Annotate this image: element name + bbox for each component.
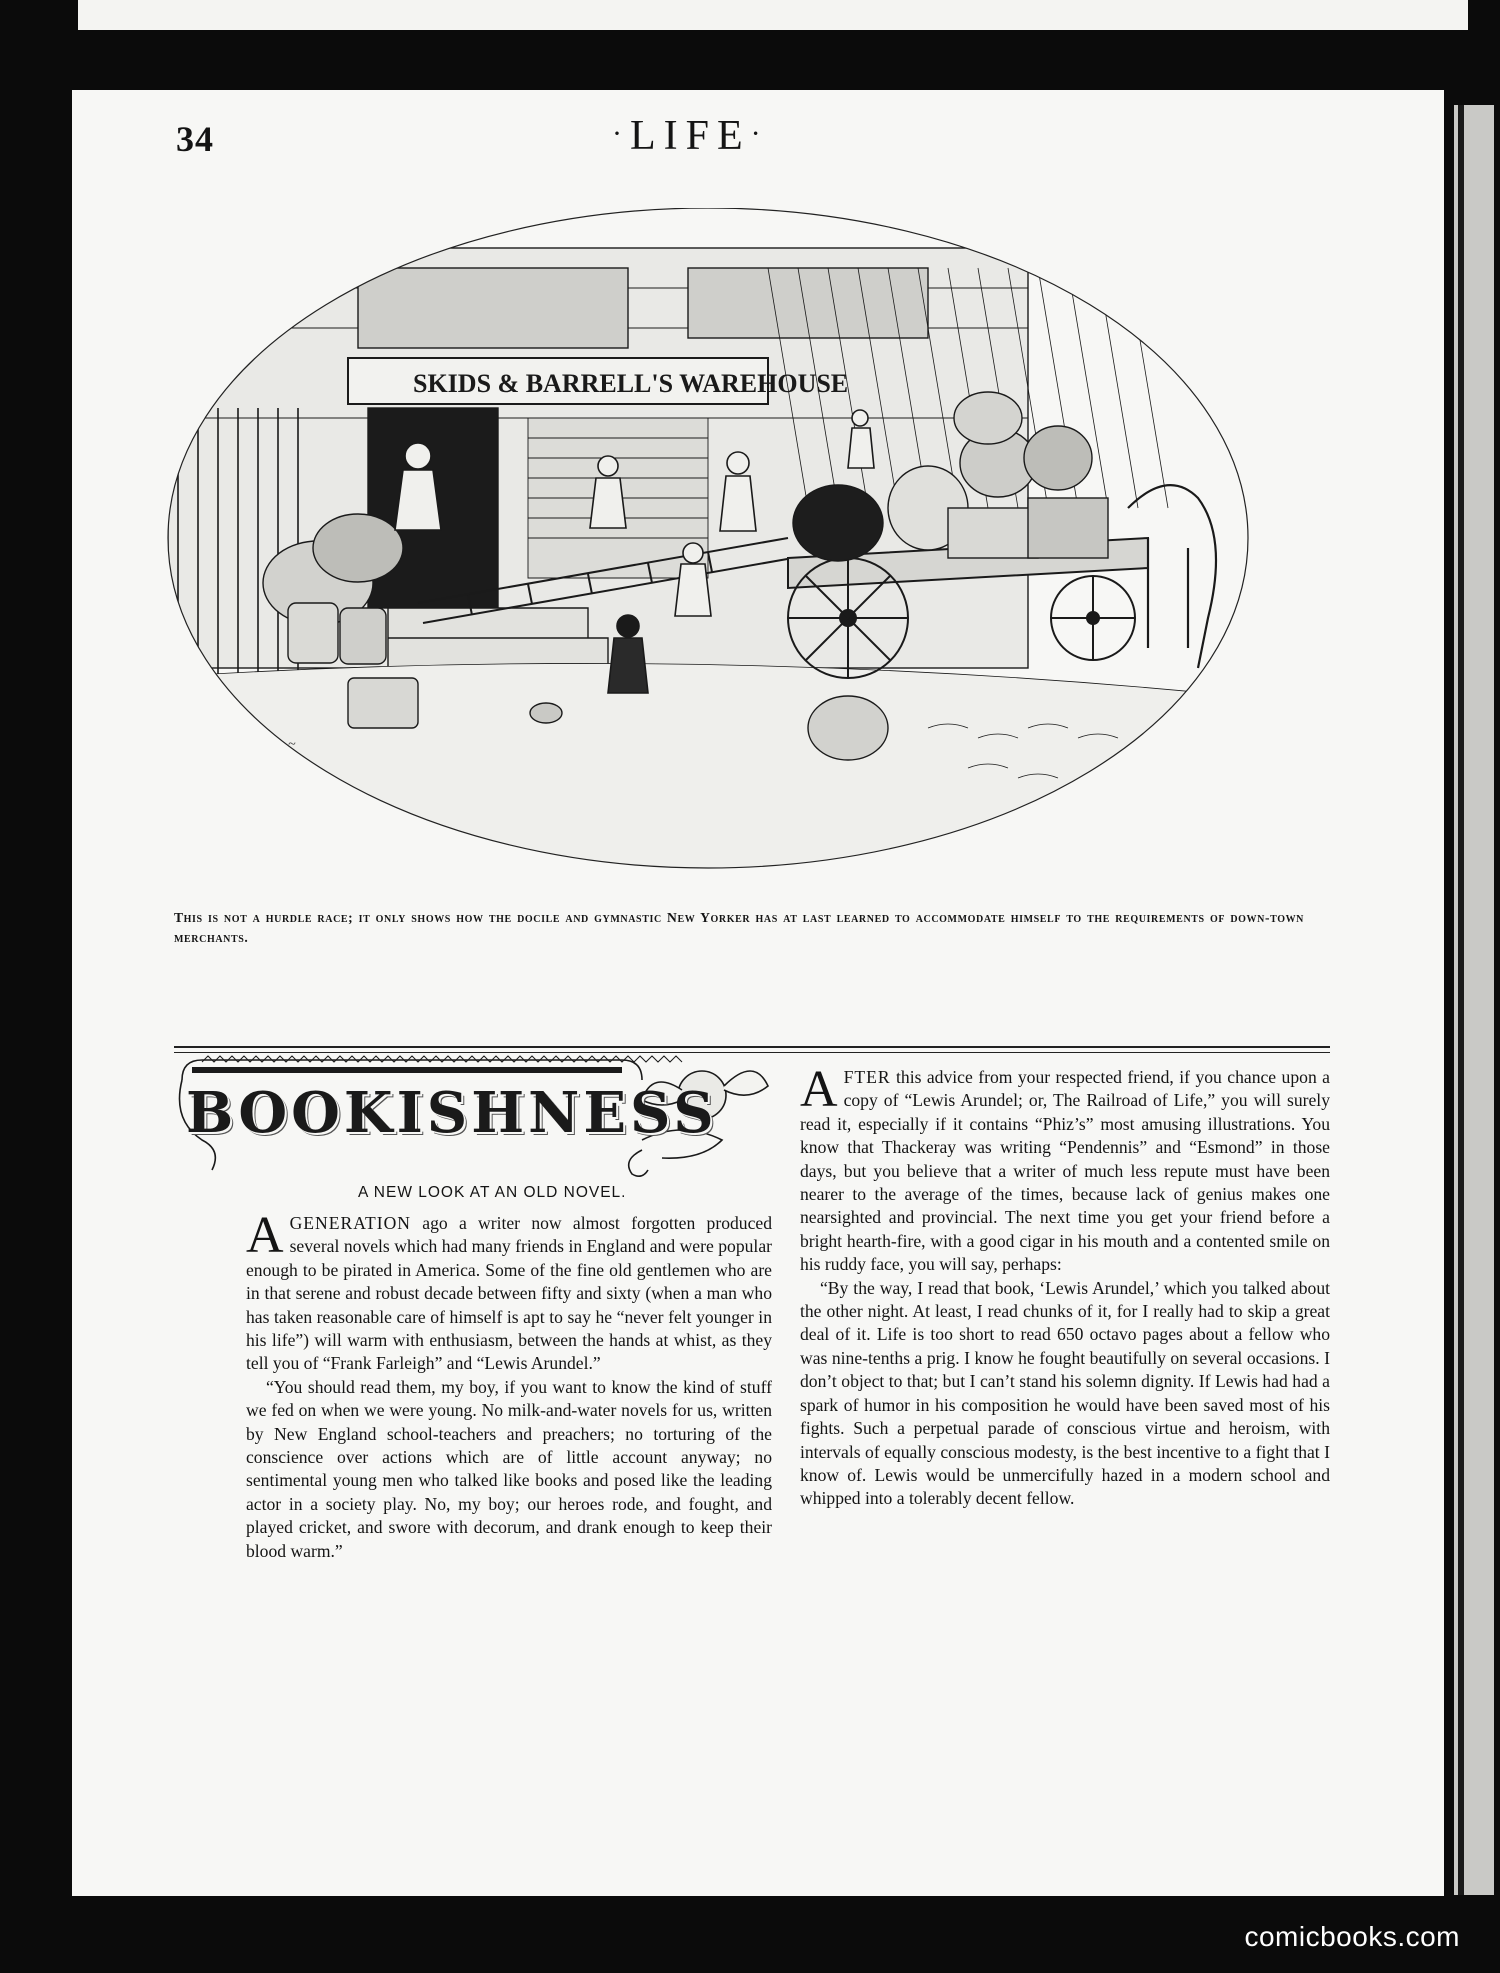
paragraph-text: ago a writer now almost forgotten produced several novels which had many friends in England and were popular enough to be pirated in America. Some of the fine old gentlemen who are in that serene and robust decade between fifty and sixty (when a man who has taken reasonable care of himself is apt to say he “never felt younger in his life”) will warm with enthusiasm, between the hands at whist, as they tell you of “Frank Farleigh” and “Lewis Arundel.” bbox=[246, 1213, 772, 1374]
left-column bbox=[246, 1207, 772, 1563]
masthead: ·LIFE· bbox=[612, 113, 769, 159]
right-paragraph-1 bbox=[800, 1061, 1330, 1277]
lead-word: FTER bbox=[843, 1067, 891, 1087]
dropcap: A bbox=[800, 1061, 838, 1118]
left-paragraph-1 bbox=[246, 1207, 772, 1376]
next-page-edge bbox=[1454, 105, 1494, 1895]
right-column bbox=[800, 1061, 1330, 1511]
page-number: 34 bbox=[176, 119, 214, 159]
right-paragraph-2: “By the way, I read that book, ‘Lewis Arundel,’ which you talked about the other night. At least, I read chunks of it, for I really had to skip a great deal of it. Life is too short to read 650 octavo pages about a fellow who was nine-tenths a prig. I know he fought beautifully on several occasions. I don’t object to that; but I can’t stand his solemn dignity. If Lewis had had a spark of humor in his composition he would have been saved most of his fights. Such a perpetual parade of conscious virtue and heroism, with intervals of equally conscious modesty, is the best incentive to a fight that I know of. Lewis would be unmercifully hazed in a modern school and whipped into a tolerably decent fellow. bbox=[800, 1277, 1330, 1509]
paragraph-text: this advice from your respected friend, if you chance upon a copy of “Lewis Arundel; or, The Railroad of Life,” you will surely read it, especially if it contains “Phiz’s” most amusing illustrations. You know that Thackeray was writing “Pendennis” and “Esmond” in those days, but you believe that a writer of much less repute must have been nearer to the average of the times, because lack of genius makes one nearsighted and provincial. The next time you get your friend before a bright hearth-fire, with a good cigar in his mouth and a contented smile on his ruddy face, you will say, perhaps: bbox=[800, 1067, 1330, 1275]
left-paragraph-2: “You should read them, my boy, if you want to know the kind of stuff we fed on when we were young. No milk-and-water novels for us, written by New England school-teachers and preachers; no torturing of the conscience over actions which are of little account anyway; no sentimental young men who talked like books and posed like the leading actor in a society play. No, my boy; our heroes rode, and fought, and played cricket, and swore with decorum, and drank enough to keep their blood warm.” bbox=[246, 1376, 772, 1561]
lead-word: GENERATION bbox=[289, 1213, 411, 1233]
artist-signature: ~ bbox=[288, 737, 296, 752]
site-watermark: comicbooks.com bbox=[1244, 1921, 1460, 1952]
masthead-title: LIFE bbox=[630, 113, 751, 159]
dropcap: A bbox=[246, 1207, 284, 1264]
street-scene-illustration bbox=[148, 208, 1348, 968]
illustration-caption: This is not a hurdle race; it only shows how the docile and gymnastic New Yorker has at last learned to accommodate himself to the requirements of down-town merchants. bbox=[174, 910, 1304, 945]
warehouse-sign: SKIDS & BARRELL'S WAREHOUSE bbox=[413, 369, 849, 398]
previous-page-strip bbox=[78, 0, 1468, 30]
article-subheading: A NEW LOOK AT AN OLD NOVEL. bbox=[358, 1184, 627, 1201]
article-title: BOOKISHNESS bbox=[186, 1080, 718, 1146]
